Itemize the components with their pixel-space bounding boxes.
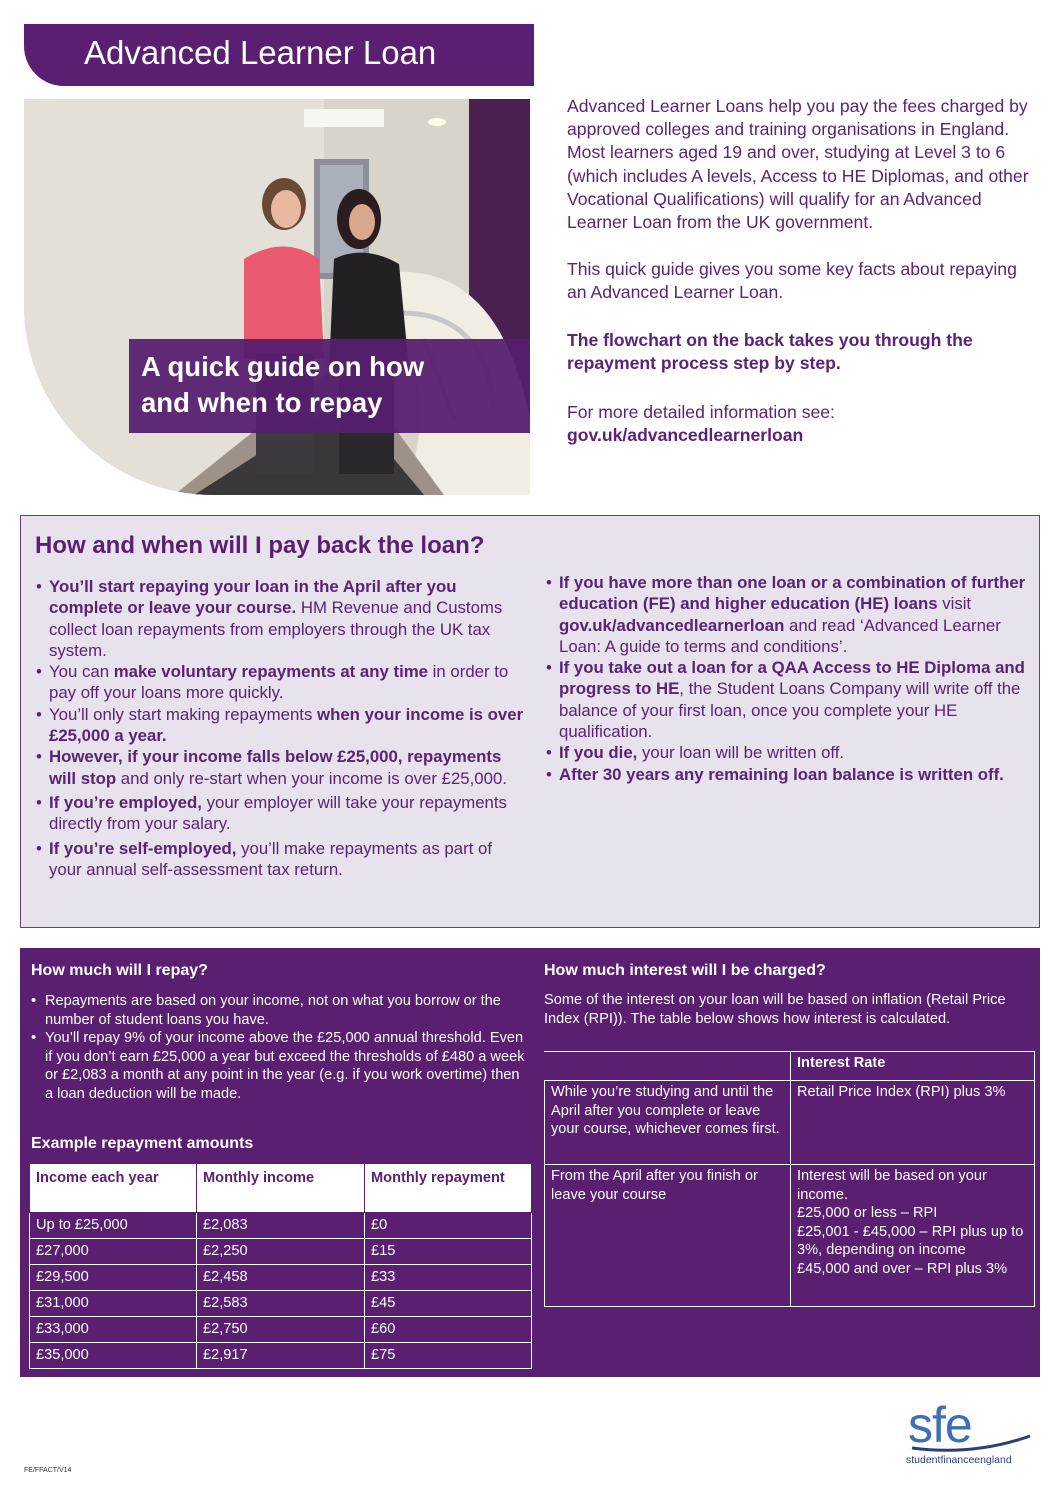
table-cell: Up to £25,000 <box>30 1213 197 1239</box>
hero-photo <box>24 99 530 495</box>
table-cell: £35,000 <box>30 1343 197 1369</box>
bullet-item <box>544 572 1036 657</box>
repayment-section <box>20 948 1040 1377</box>
page-title: Advanced Learner Loan <box>84 34 437 71</box>
repayment-table <box>29 1163 532 1369</box>
table-cell: £45 <box>365 1291 532 1317</box>
bullet-emphasis: make voluntary repayments at any time <box>113 662 429 682</box>
bullet-text: You’ll only start making repayments <box>49 704 318 724</box>
bullet-text: in order to pay off your loans more quickly. <box>49 662 509 703</box>
bullet-emphasis: You’ll start repaying your loan in the April after you complete or leave your course. <box>49 577 457 618</box>
table-cell: £2,083 <box>197 1213 365 1239</box>
interest-heading: How much interest will I be charged? <box>544 962 826 979</box>
intro-text <box>567 95 1037 447</box>
payback-heading: How and when will I pay back the loan? <box>35 532 485 559</box>
table-cell: £2,750 <box>197 1317 365 1343</box>
bullet-text: visit <box>937 594 972 614</box>
bullet-item <box>34 661 529 704</box>
bullet-emphasis: After 30 years any remaining loan balance is written off. <box>559 764 1004 784</box>
table-row <box>30 1213 532 1239</box>
bullet-item: • You’ll repay 9% of your income above the £25,000 annual threshold. Even if you don’t earn £25,000 a year but exceed the thresholds of £480 a week or £2,083 a month at any point in the year (e.g. if you work overtime) then a loan deduction will be made. <box>30 1029 525 1103</box>
table-cell: £15 <box>365 1239 532 1265</box>
bullet-emphasis: If you have more than one loan or a combination of further education (FE) and higher education (HE) loans <box>559 573 1026 614</box>
logo-mark: sfe <box>908 1397 972 1453</box>
column-header: Interest Rate <box>791 1052 1035 1081</box>
stairwell-illustration <box>24 99 530 495</box>
column-header: Monthly repayment <box>365 1164 532 1213</box>
table-cell: £2,583 <box>197 1291 365 1317</box>
logo-subtext: studentfinanceengland <box>906 1454 1012 1466</box>
interest-line: Interest will be based on your income. <box>797 1168 987 1203</box>
bullet-text: and only re-start when your income is over £25,000. <box>116 768 507 788</box>
intro-paragraph: This quick guide gives you some key facts about repaying an Advanced Learner Loan. <box>567 259 1017 303</box>
repay-heading: How much will I repay? <box>31 962 208 979</box>
bullet-text: and read ‘Advanced Learner Loan: A guide to terms and conditions’. <box>559 615 1001 656</box>
table-row <box>30 1343 532 1369</box>
bullet-item <box>34 792 529 835</box>
caption-line: and when to repay <box>141 387 383 418</box>
bullet-emphasis: However, if your income falls below £25,000, repayments will stop <box>49 747 502 788</box>
logo-swoosh-icon <box>904 1396 1034 1456</box>
table-cell: £0 <box>365 1213 532 1239</box>
payback-list-left <box>34 576 529 880</box>
intro-paragraph: Advanced Learner Loans help you pay the fees charged by approved colleges and training organisations in England. Most learners aged 19 and over, studying at Level 3 to 6 (which includes A levels, Access to HE Diplomas, and other Vocational Qualifications) will qualify for an Advanced Learner Loan from the UK government. <box>567 96 1029 233</box>
interest-table <box>544 1051 1035 1307</box>
bullet-emphasis: If you’re employed, <box>49 792 202 812</box>
more-info-link[interactable]: gov.uk/advancedlearnerloan <box>567 425 804 446</box>
bullet-emphasis: when your income is over £25,000 a year. <box>49 704 524 746</box>
table-cell: £33 <box>365 1265 532 1291</box>
more-info-label: For more detailed information see: <box>567 402 835 423</box>
bullet-emphasis: If you take out a loan for a QAA Access to HE Diploma and progress to HE <box>559 658 1025 699</box>
table-cell: £2,250 <box>197 1239 365 1265</box>
interest-row-value: Retail Price Index (RPI) plus 3% <box>791 1081 1035 1165</box>
payback-panel <box>20 515 1040 928</box>
document-code: FE/FFACT/V14 <box>24 1467 72 1474</box>
title-banner <box>24 24 534 86</box>
interest-row-label: From the April after you finish or leave your course <box>545 1165 791 1307</box>
bullet-emphasis: gov.uk/advancedlearnerloan <box>559 615 785 635</box>
bullet-item <box>34 838 529 881</box>
interest-line: £45,000 and over – RPI plus 3% <box>797 1260 1008 1277</box>
table-cell: £2,917 <box>197 1343 365 1369</box>
flowchart-note: The flowchart on the back takes you through the repayment process step by step. <box>567 329 973 373</box>
bullet-item <box>34 746 529 789</box>
repay-bullets <box>30 992 525 1104</box>
bullet-text: You can <box>49 662 114 682</box>
bullet-text: , the Student Loans Company will write off the balance of your first loan, once you complete your HE qualification. <box>559 679 1021 742</box>
bullet-item <box>544 742 1036 763</box>
blank-header <box>545 1052 791 1081</box>
table-cell: £27,000 <box>30 1239 197 1265</box>
bullet-text: you’ll make repayments as part of your annual self-assessment tax return. <box>49 838 492 879</box>
bullet-text: your loan will be written off. <box>637 743 845 763</box>
table-row <box>30 1317 532 1343</box>
bullet-emphasis: If you’re self-employed, <box>49 838 237 858</box>
bullet-item <box>34 576 529 661</box>
sfe-logo <box>904 1396 1034 1476</box>
bullet-text: HM Revenue and Customs collect loan repayments from employers through the UK tax system. <box>49 598 503 660</box>
interest-line: £25,001 - £45,000 – RPI plus up to 3%, depending on income <box>797 1223 1024 1259</box>
bullet-emphasis: If you die, <box>559 743 638 763</box>
table-cell: £29,500 <box>30 1265 197 1291</box>
bullet-text: your employer will take your repayments directly from your salary. <box>49 792 507 834</box>
payback-list-right <box>544 572 1036 785</box>
bullet-item <box>34 704 529 747</box>
table-cell: £75 <box>365 1343 532 1369</box>
table-row <box>30 1265 532 1291</box>
table-cell: £60 <box>365 1317 532 1343</box>
interest-row-label: While you’re studying and until the April after you complete or leave your course, whichever comes first. <box>545 1081 791 1165</box>
bullet-item <box>544 657 1036 742</box>
example-heading: Example repayment amounts <box>31 1135 254 1152</box>
bullet-item <box>544 764 1036 785</box>
interest-row-value <box>791 1165 1035 1307</box>
interest-intro: Some of the interest on your loan will be based on inflation (Retail Price Index (RPI)). The table below shows how interest is calculated. <box>544 992 1006 1027</box>
caption-line: A quick guide on how <box>141 351 425 382</box>
interest-line: £25,000 or less – RPI <box>797 1205 938 1222</box>
bullet-item: • Repayments are based on your income, not on what you borrow or the number of student loans you have. <box>30 992 525 1029</box>
photo-caption <box>129 339 530 433</box>
table-row <box>30 1239 532 1265</box>
table-cell: £2,458 <box>197 1265 365 1291</box>
table-cell: £31,000 <box>30 1291 197 1317</box>
column-header: Income each year <box>30 1164 197 1213</box>
table-cell: £33,000 <box>30 1317 197 1343</box>
table-row <box>30 1291 532 1317</box>
column-header: Monthly income <box>197 1164 365 1213</box>
